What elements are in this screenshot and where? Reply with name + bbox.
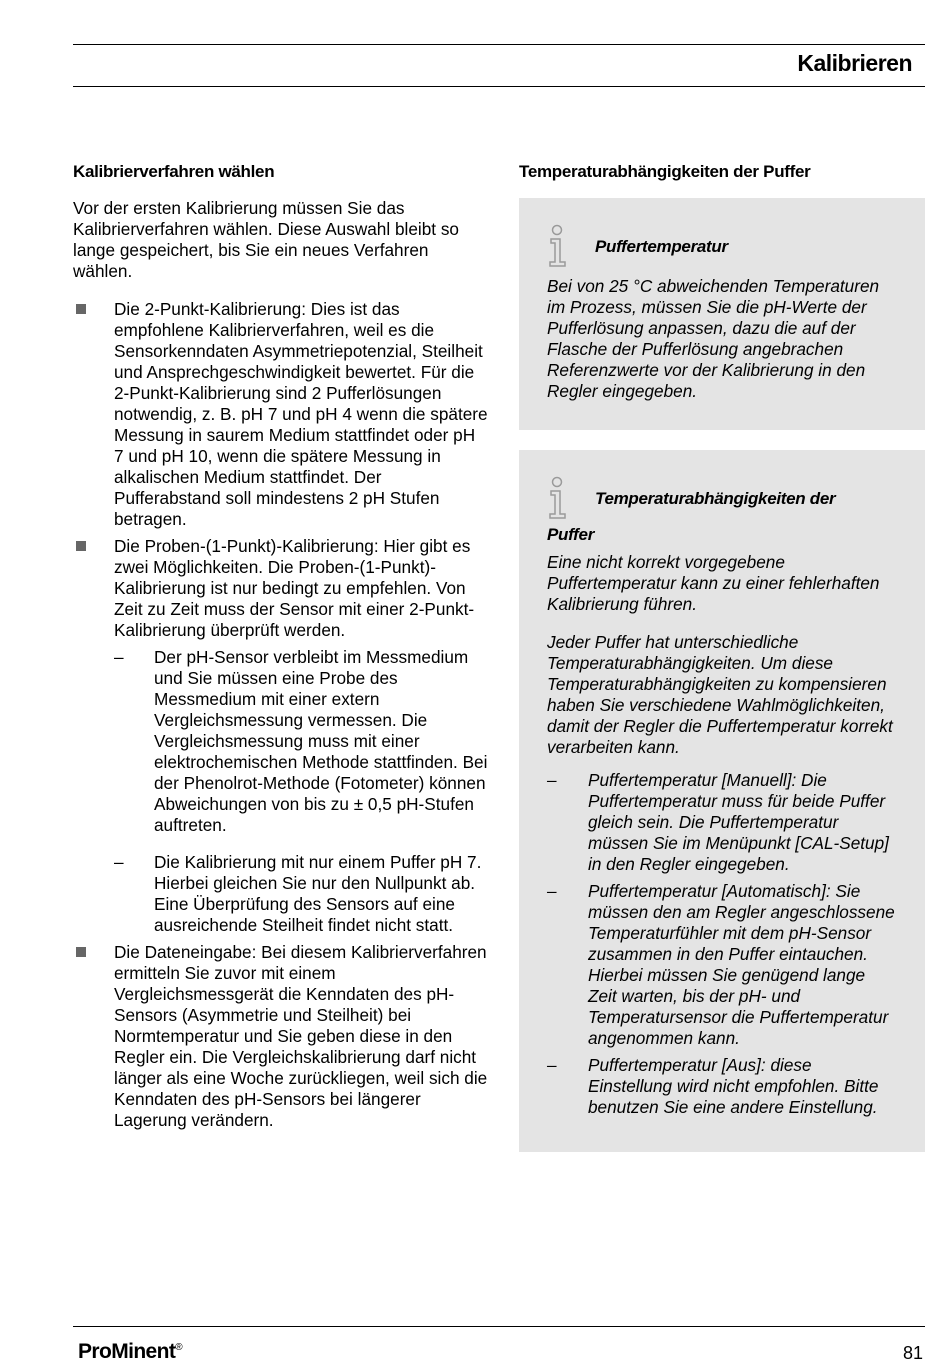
- info-box-paragraph: Eine nicht korrekt vorgegebene Puffertemperatur kann zu einer fehlerhaften Kalibrierung führen.: [547, 552, 880, 614]
- section-heading: Kalibrierverfahren wählen: [73, 162, 275, 181]
- info-icon: [547, 476, 573, 520]
- square-bullet-icon: [76, 304, 86, 314]
- square-bullet-icon: [76, 541, 86, 551]
- info-box-title-continued: Puffer: [547, 525, 595, 544]
- bullet-item: [73, 536, 488, 641]
- bullet-text: Die Proben-(1-Punkt)-Kalibrierung: Hier gibt es zwei Möglichkeiten. Die Proben-(1-Punkt)-Kalibrierung ist nur bedingt zu empfehlen. Von Zeit zu Zeit muss der Sensor mit einer 2-Punkt-Kalibrierung überprüft werden.: [114, 536, 475, 640]
- brand-name: ProMinent: [78, 1340, 176, 1363]
- info-icon: [547, 224, 573, 268]
- dash-item: [547, 770, 897, 875]
- right-column: [519, 161, 925, 1152]
- info-box-text: Bei von 25 °C abweichenden Temperaturen im Prozess, müssen Sie die pH-Werte der Pufferlösung anpassen, dazu die auf der Flasche der Pufferlösung angebrachen Referenzwerte vor der Kalibrierung in den Regler eingegeben.: [547, 276, 880, 401]
- dash-text: Der pH-Sensor verbleibt im Messmedium und Sie müssen eine Probe des Messmedium mit einer extern Vergleichsmessung vermessen. Die Vergleichsmessung muss mit einer elektrochemischen Methode stattfinden. Bei der Phenolrot-Methode (Fotometer) können Abweichungen von bis zu ± 0,5 pH-Stufen auftreten.: [154, 647, 488, 835]
- footer-rule: [73, 1326, 925, 1327]
- dash-marker: –: [114, 852, 124, 872]
- info-box-header: [547, 224, 897, 268]
- dash-item: [547, 881, 897, 1049]
- page-title: Kalibrieren: [797, 50, 912, 76]
- info-box: [519, 198, 925, 430]
- intro-paragraph: Vor der ersten Kalibrierung müssen Sie das Kalibrierverfahren wählen. Diese Auswahl bleibt so lange gespeichert, bis Sie ein neues Verfahren wählen.: [73, 198, 459, 281]
- left-column: [73, 161, 488, 1137]
- bullet-text: Die Dateneingabe: Bei diesem Kalibrierverfahren ermitteln Sie zuvor mit einem Vergleichsmessgerät die Kenndaten des pH-Sensors (Asymmetrie und Steilheit) bei Normtemperatur und Sie geben diese in den Regler ein. Die Vergleichskalibrierung darf nicht länger als eine Woche zurückliegen, weil sich die Kenndaten des pH-Sensors bei längerer Lagerung verändern.: [114, 942, 488, 1130]
- dash-marker: –: [547, 1055, 557, 1075]
- square-bullet-icon: [76, 947, 86, 957]
- info-box-title: Puffertemperatur: [595, 236, 728, 256]
- info-box-paragraph: Jeder Puffer hat unterschiedliche Temperaturabhängigkeiten. Um diese Temperaturabhängigkeiten zu kompensieren haben Sie verschiedene Wahlmöglichkeiten, damit der Regler die Puffertemperatur korrekt verarbeiten kann.: [547, 632, 893, 757]
- dash-marker: –: [547, 770, 557, 790]
- dash-text: Die Kalibrierung mit nur einem Puffer pH 7. Hierbei gleichen Sie nur den Nullpunkt ab. Eine Überprüfung des Sensors auf eine ausreichende Steilheit findet nicht statt.: [154, 852, 482, 935]
- page-number: 81: [902, 1343, 923, 1363]
- dash-text: Puffertemperatur [Manuell]: Die Puffertemperatur muss für beide Puffer gleich sein. Die Puffertemperatur müssen Sie im Menüpunkt [CAL-Setup] in den Regler eingegeben.: [588, 770, 889, 874]
- dash-text: Puffertemperatur [Automatisch]: Sie müssen den am Regler angeschlossene Temperaturfühler mit dem pH-Sensor zusammen in den Puffer eintauchen. Hierbei müssen Sie genügend lange Zeit warten, bis der pH- und Temperatursensor die Puffertemperatur angenommen kann.: [588, 881, 895, 1048]
- header-bottom-rule: [73, 86, 925, 87]
- info-box-header: [547, 476, 897, 520]
- dash-marker: –: [114, 647, 124, 667]
- dash-item: [547, 1055, 897, 1118]
- dash-marker: –: [547, 881, 557, 901]
- header-top-rule: [73, 44, 925, 45]
- info-box: [519, 450, 925, 1152]
- info-box-title: Temperaturabhängigkeiten der: [595, 488, 836, 508]
- bullet-text: Die 2-Punkt-Kalibrierung: Dies ist das empfohlene Kalibrierverfahren, weil es die Sensorkenndaten Asymmetriepotenzial, Steilheit und Ansprechgeschwindigkeit bewertet. Für die 2-Punkt-Kalibrierung sind 2 Pufferlösungen notwendig, z. B. pH 7 und pH 4 wenn die spätere Messung in saurem Medium stattfindet oder pH 7 und pH 10, wenn die spätere Messung in alkalischen Medium stattfindet. Der Pufferabstand soll mindestens 2 pH Stufen betragen.: [114, 299, 488, 529]
- brand-logo: [78, 1340, 182, 1364]
- dash-item: [73, 852, 488, 936]
- registered-mark: ®: [175, 1342, 183, 1353]
- section-heading: Temperaturabhängigkeiten der Puffer: [519, 162, 811, 181]
- dash-item: [73, 647, 488, 836]
- dash-text: Puffertemperatur [Aus]: diese Einstellung wird nicht empfohlen. Bitte benutzen Sie eine andere Einstellung.: [588, 1055, 879, 1117]
- bullet-item: [73, 942, 488, 1131]
- bullet-item: [73, 299, 488, 530]
